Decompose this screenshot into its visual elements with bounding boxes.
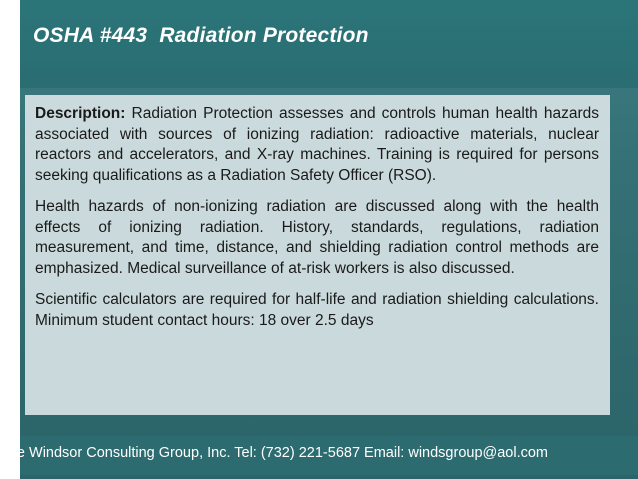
- description-paragraph: [35, 104, 599, 186]
- health-hazards-paragraph: Health hazards of non-ionizing radiation are discussed along with the health effects of ionizing radiation. History, standards, regulations, radiation measurement, and time, distance, and shielding radiation control methods are emphasized. Medical surveillance of at-risk workers is also discussed.: [35, 198, 599, 277]
- content-panel: [25, 95, 610, 415]
- footer-contact: The Windsor Consulting Group, Inc. Tel: (732) 221-5687 Email: windsgroup@aol.com: [0, 445, 548, 461]
- requirements-paragraph: Scientific calculators are required for half-life and radiation shielding calculations. Minimum student contact hours: 18 over 2.5 days: [35, 291, 599, 329]
- description-text: Radiation Protection assesses and controls human health hazards associated with sources of ionizing radiation: radioactive materials, nuclear reactors and accelerators, and X-ray machines. Training is required for persons seeking qualifications as a Radiation Safety Officer (RSO).: [35, 105, 599, 184]
- left-margin-strip: [0, 0, 20, 479]
- slide-title: OSHA #443 Radiation Protection: [33, 24, 369, 47]
- description-label: Description:: [35, 105, 126, 122]
